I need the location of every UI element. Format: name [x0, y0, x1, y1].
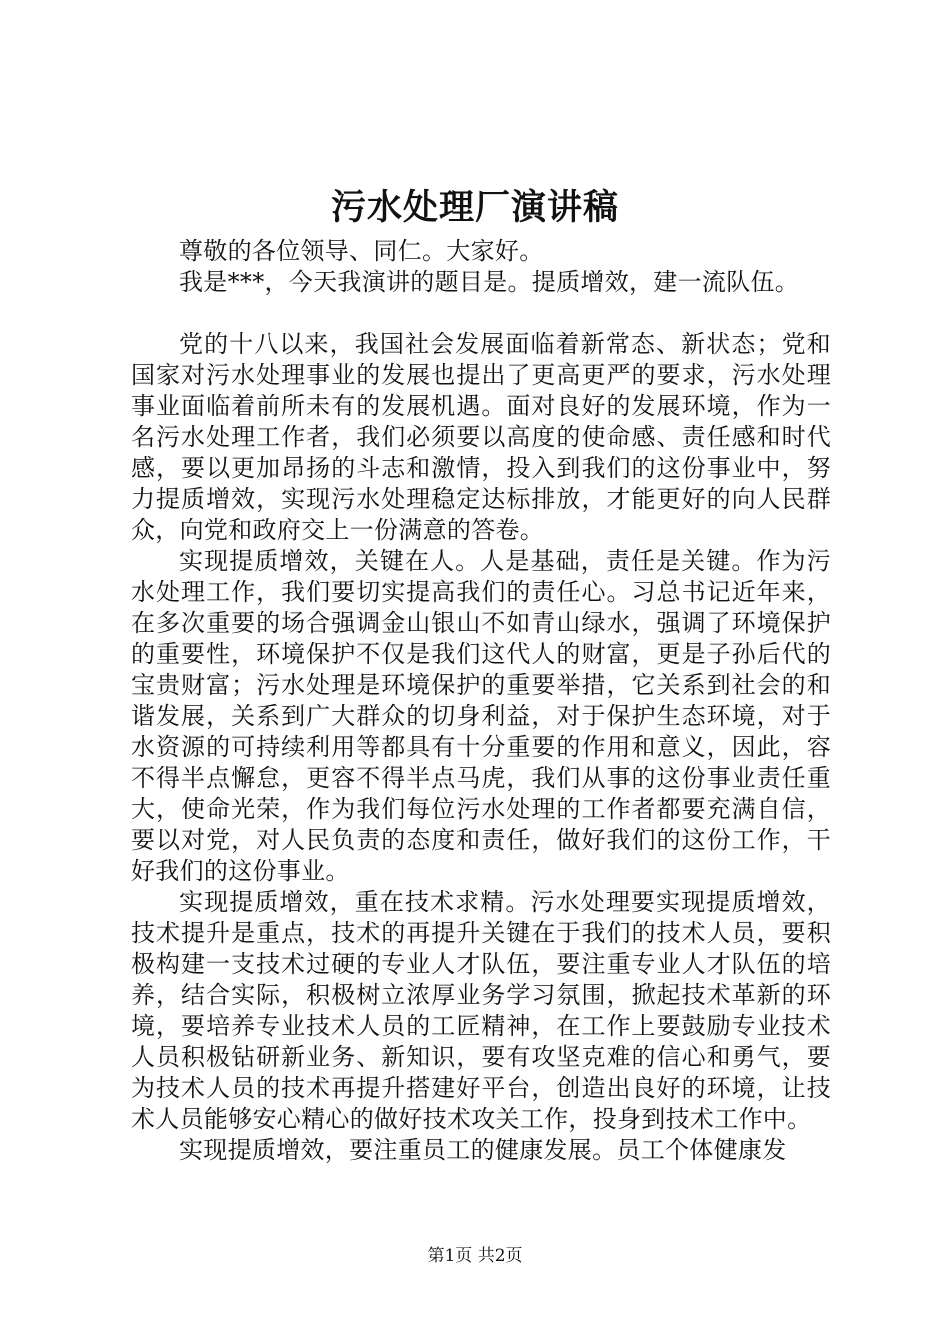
- page-number-footer: 第1页 共2页: [427, 1246, 523, 1266]
- document-title: 污水处理厂演讲稿: [330, 187, 619, 228]
- intro-line: 我是***，今天我演讲的题目是。提质增效，建一流队伍。: [179, 268, 800, 296]
- document-body: [131, 236, 831, 1166]
- greeting-line: 尊敬的各位领导、同仁。大家好。: [179, 237, 544, 265]
- blank-line: [131, 298, 831, 329]
- paragraph-2: 实现提质增效，关键在人。人是基础，责任是关键。作为污水处理工作，我们要切实提高我们的责任心。习总书记近年来，在多次重要的场合强调金山银山不如青山绿水，强调了环境保护的重要性，环境保护不仅是我们这代人的财富，更是子孙后代的宝贵财富；污水处理是环境保护的重要举措，它关系到社会的和谐发展，关系到广大群众的切身利益，对于保护生态环境，对于水资源的可持续利用等都具有十分重要的作用和意义，因此，容不得半点懈怠，更容不得半点马虎，我们从事的这份事业责任重大，使命光荣，作为我们每位污水处理的工作者都要充满自信，要以对党，对人民负责的态度和责任，做好我们的这份工作，干好我们的这份事业。: [131, 547, 831, 885]
- paragraph-4: 实现提质增效，要注重员工的健康发展。员工个体健康发: [179, 1136, 787, 1164]
- paragraph-1: 党的十八以来，我国社会发展面临着新常态、新状态；党和国家对污水处理事业的发展也提出了更高更严的要求，污水处理事业面临着前所未有的发展机遇。面对良好的发展环境，作为一名污水处理工作者，我们必须要以高度的使命感、责任感和时代感，要以更加昂扬的斗志和激情，投入到我们的这份事业中，努力提质增效，实现污水处理稳定达标排放，才能更好的向人民群众，向党和政府交上一份满意的答卷。: [131, 330, 831, 544]
- paragraph-3: 实现提质增效，重在技术求精。污水处理要实现提质增效，技术提升是重点，技术的再提升关键在于我们的技术人员，要积极构建一支技术过硬的专业人才队伍，要注重专业人才队伍的培养，结合实际，积极树立浓厚业务学习氛围，掀起技术革新的环境，要培养专业技术人员的工匠精神，在工作上要鼓励专业技术人员积极钻研新业务、新知识，要有攻坚克难的信心和勇气，要为技术人员的技术再提升搭建好平台，创造出良好的环境，让技术人员能够安心精心的做好技术攻关工作，投身到技术工作中。: [131, 888, 831, 1133]
